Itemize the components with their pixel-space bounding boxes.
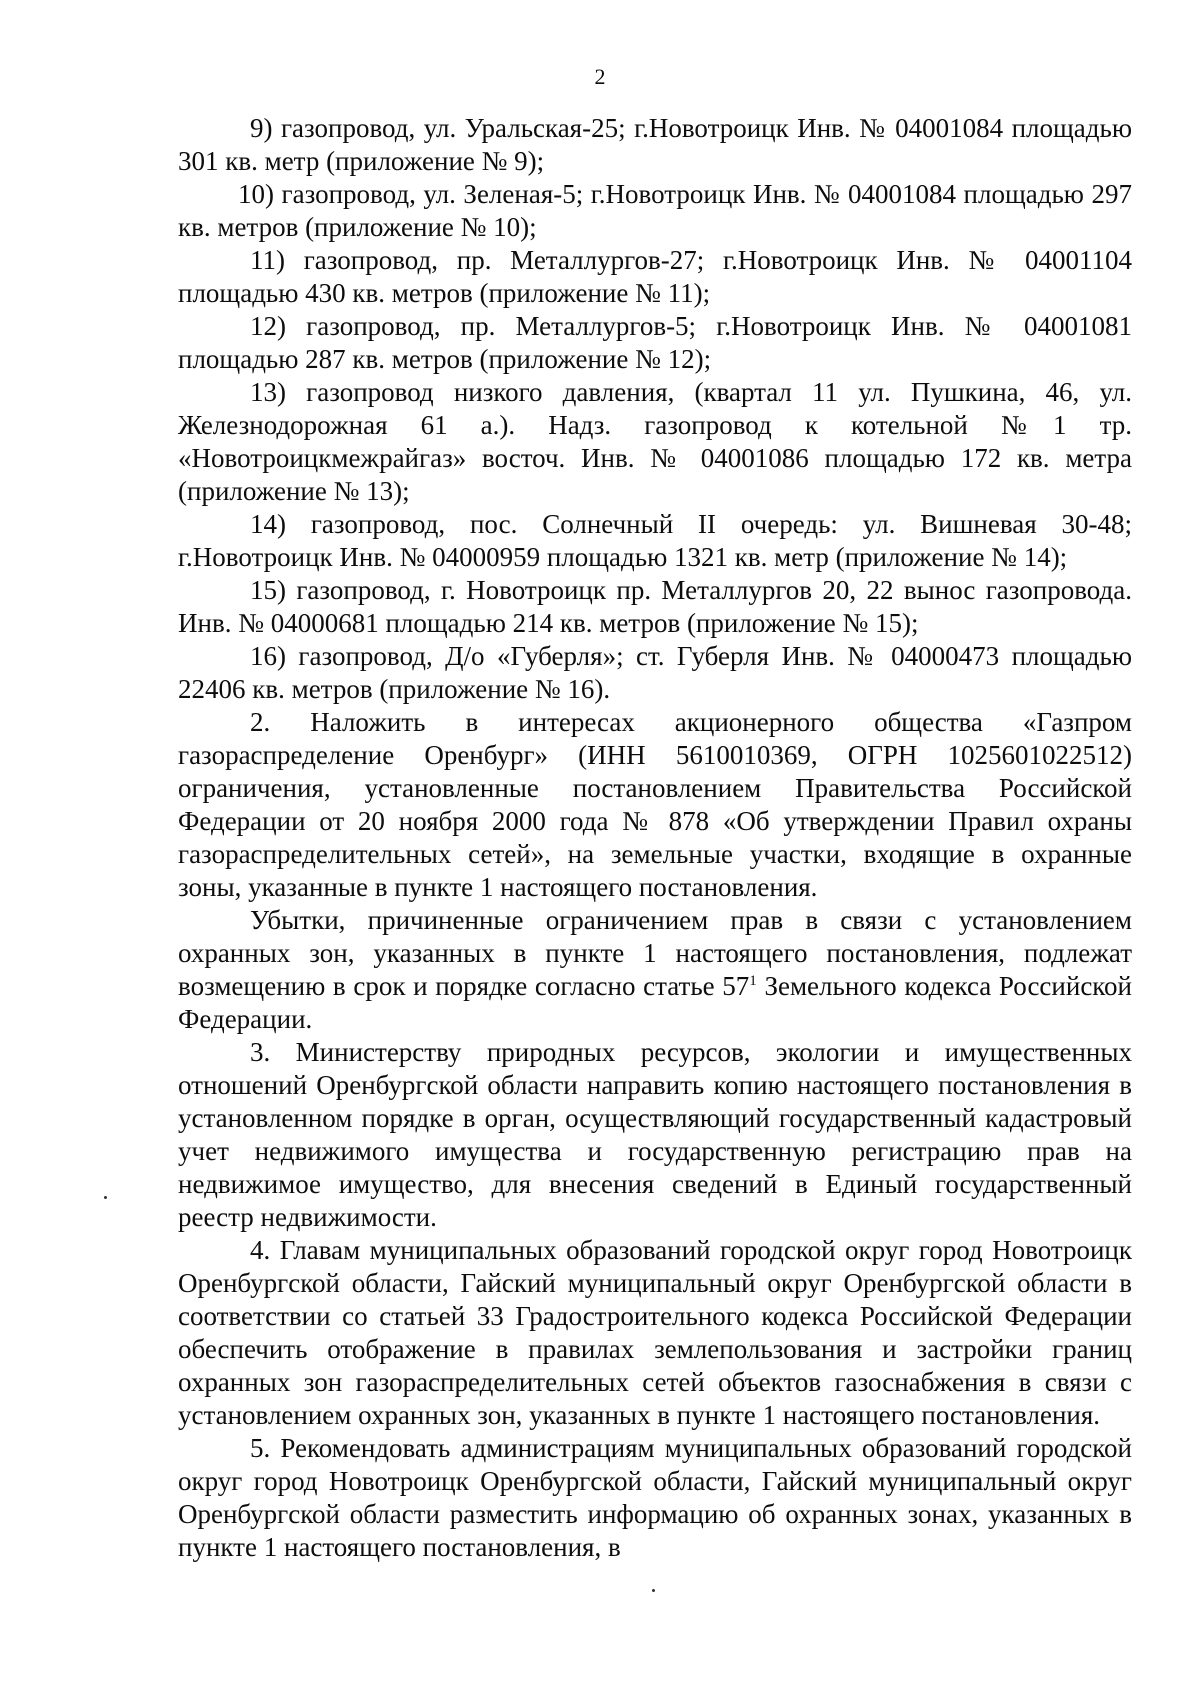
article-superscript: 1 bbox=[749, 973, 757, 989]
clause-3-paragraph: 3. Министерству природных ресурсов, экологии и имущественных отношений Оренбургской области направить копию настоящего постановления в установленном порядке в орган, осуществляющий государственный кадастровый учет недвижимого имущества и государственную регистрацию прав на недвижимое имущество, для внесения сведений в Единый государственный реестр недвижимости. bbox=[178, 1037, 1132, 1232]
list-item: 14) газопровод, пос. Солнечный II очередь: ул. Вишневая 30-48; г.Новотроицк Инв. № 04000959 площадью 1321 кв. метр (приложение № 14); bbox=[178, 509, 1132, 572]
list-item: 15) газопровод, г. Новотроицк пр. Металлургов 20, 22 вынос газопровода. Инв. № 04000681 площадью 214 кв. метров (приложение № 15); bbox=[178, 575, 1132, 638]
losses-text: Убытки, причиненные ограничением прав в связи с установлением охранных зон, указанных в пункте 1 настоящего постановления, подлежат возмещению в срок и порядке согласно статье 57 bbox=[178, 905, 1132, 1001]
list-item: 9) газопровод, ул. Уральская-25; г.Новотроицк Инв. № 04001084 площадью 301 кв. метр (приложение № 9); bbox=[178, 113, 1132, 176]
scan-speck bbox=[652, 1589, 655, 1592]
losses-text-end: Земельного кодекса Российской Федерации. bbox=[178, 971, 1132, 1034]
document-body bbox=[178, 112, 1132, 1564]
list-item: 16) газопровод, Д/о «Губерля»; ст. Губерля Инв. № 04000473 площадью 22406 кв. метров (приложение № 16). bbox=[178, 641, 1132, 704]
clause-5-paragraph: 5. Рекомендовать администрациям муниципальных образований городской округ город Новотроицк Оренбургской области, Гайский муниципальный округ Оренбургской области разместить информацию об охранных зонах, указанных в пункте 1 настоящего постановления, в bbox=[178, 1433, 1132, 1562]
list-item: 13) газопровод низкого давления, (квартал 11 ул. Пушкина, 46, ул. Железнодорожная 61 а.). Надз. газопровод к котельной №1 тр. «Новотроицкмежрайгаз» восточ. Инв. № 04001086 площадью 172 кв. метра (приложение № 13); bbox=[178, 377, 1132, 506]
clause-2-paragraph: 2. Наложить в интересах акционерного общества «Газпром газораспределение Оренбург» (ИНН 5610010369, ОГРН 1025601022512) ограничения, установленные постановлением Правительства Российской Федерации от 20 ноября 2000 года № 878 «Об утверждении Правил охраны газораспределительных сетей», на земельные участки, входящие в охранные зоны, указанные в пункте 1 настоящего постановления. bbox=[178, 707, 1132, 902]
list-item: 10) газопровод, ул. Зеленая-5; г.Новотроицк Инв. № 04001084 площадью 297 кв. метров (приложение № 10); bbox=[178, 179, 1132, 242]
losses-paragraph bbox=[178, 904, 1132, 1036]
list-item: 12) газопровод, пр. Металлургов-5; г.Новотроицк Инв. № 04001081 площадью 287 кв. метров (приложение № 12); bbox=[178, 311, 1132, 374]
page-number: 2 bbox=[594, 64, 606, 89]
list-item: 11) газопровод, пр. Металлургов-27; г.Новотроицк Инв. № 04001104 площадью 430 кв. метров (приложение № 11); bbox=[178, 245, 1132, 308]
scan-speck bbox=[104, 1196, 107, 1199]
clause-4-paragraph: 4. Главам муниципальных образований городской округ город Новотроицк Оренбургской области, Гайский муниципальный округ Оренбургской области в соответствии со статьей 33 Градостроительного кодекса Российской Федерации обеспечить отображение в правилах землепользования и застройки границ охранных зон газораспределительных сетей объектов газоснабжения в связи с установлением охранных зон, указанных в пункте 1 настоящего постановления. bbox=[178, 1235, 1132, 1430]
